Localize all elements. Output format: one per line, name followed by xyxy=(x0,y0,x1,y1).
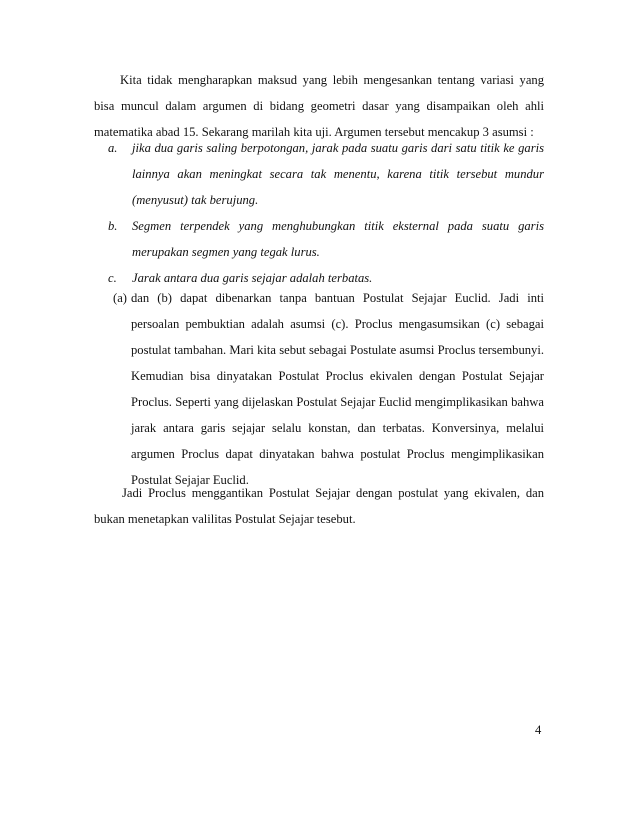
discussion-lead: (a) xyxy=(113,291,127,305)
page-number: 4 xyxy=(535,723,542,737)
assumption-item-a xyxy=(108,135,544,213)
discussion-text: dan (b) dapat dibenarkan tanpa bantuan Postulat Sejajar Euclid. Jadi inti persoalan pembuktian adalah asumsi (c). Proclus mengasumsikan (c) sebagai postulat tambahan. Mari kita sebut sebagai Postulate asumsi Proclus tersembunyi. Kemudian bisa dinyatakan Postulat Proclus ekivalen dengan Postulat Sejajar Proclus. Seperti yang dijelaskan Postulat Sejajar Euclid mengimplikasikan bahwa jarak antara garis sejajar selalu konstan, dan terbatas. Konversinya, melalui argumen Proclus dapat dinyatakan bahwa postulat Proclus mengimplikasikan Postulat Sejajar Euclid. xyxy=(131,291,544,487)
assumption-text: Segmen terpendek yang menghubungkan titik eksternal pada suatu garis merupakan segmen yang tegak lurus. xyxy=(132,219,544,259)
assumption-text: Jarak antara dua garis sejajar adalah terbatas. xyxy=(132,271,373,285)
assumption-marker: b. xyxy=(108,219,118,233)
discussion-paragraph xyxy=(113,285,544,493)
assumption-marker: a. xyxy=(108,141,118,155)
intro-paragraph: Kita tidak mengharapkan maksud yang lebih mengesankan tentang variasi yang bisa muncul dalam argumen di bidang geometri dasar yang disampaikan oleh ahli matematika abad 15. Sekarang marilah kita uji. Argumen tersebut mencakup 3 asumsi : xyxy=(94,73,544,139)
assumption-text: jika dua garis saling berpotongan, jarak pada suatu garis dari satu titik ke garis lainnya akan meningkat secara tak menentu, karena titik tersebut mundur (menyusut) tak berujung. xyxy=(132,141,544,207)
assumption-item-b xyxy=(108,213,544,265)
conclusion-paragraph: Jadi Proclus menggantikan Postulat Sejajar dengan postulat yang ekivalen, dan bukan menetapkan valilitas Postulat Sejajar tesebut. xyxy=(94,486,544,526)
assumption-list xyxy=(108,135,544,291)
assumption-marker: c. xyxy=(108,271,117,285)
